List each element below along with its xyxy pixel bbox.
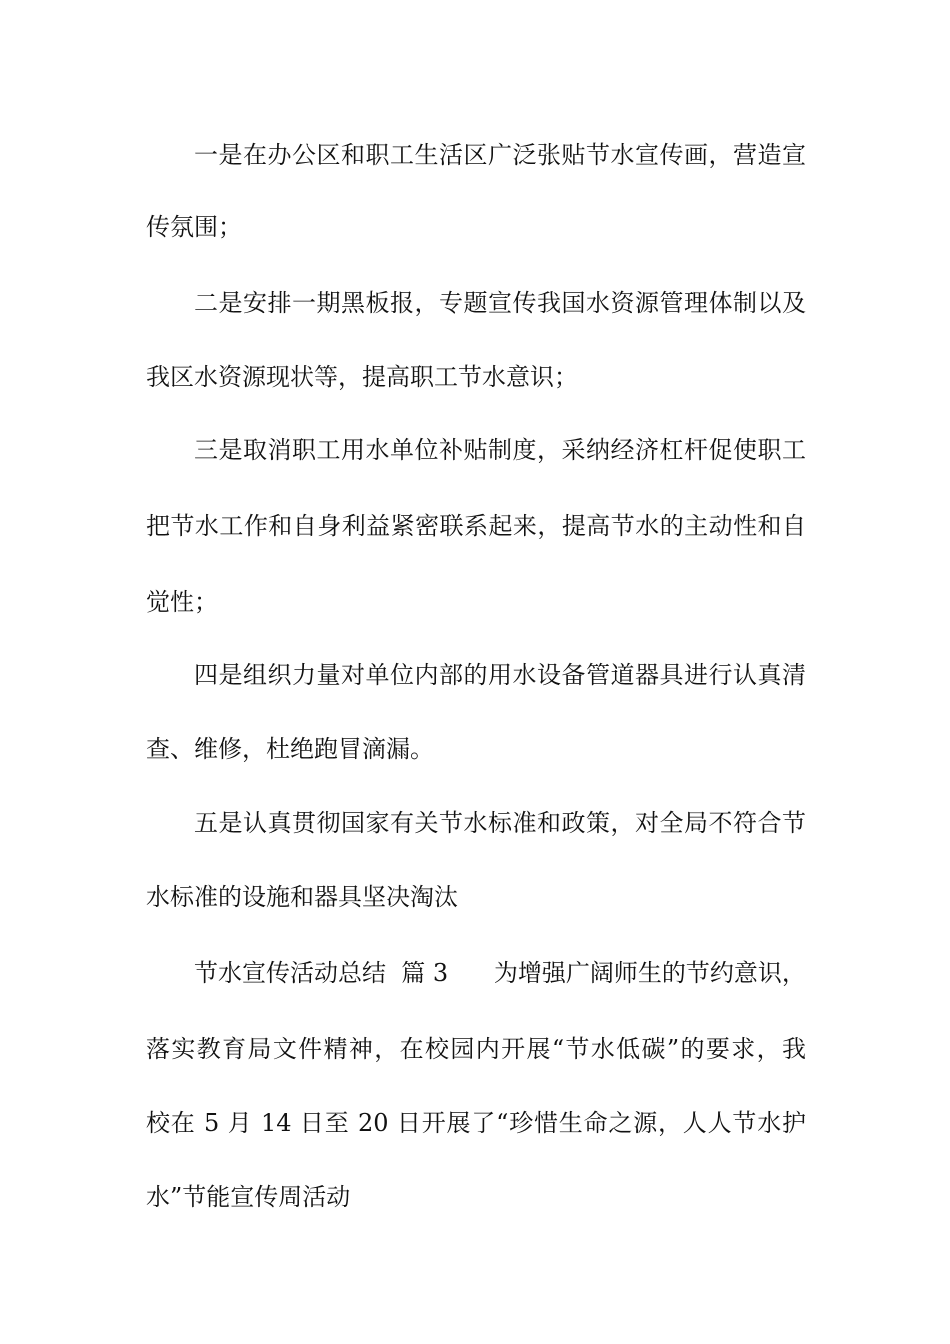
paragraph-5-line-2: 水标准的设施和器具坚决淘汰 xyxy=(146,883,458,911)
paragraph-6-line-2: 落实教育局文件精神，在校园内开展“节水低碳”的要求，我 xyxy=(146,1035,806,1063)
paragraph-2-line-1: 二是安排一期黑板报，专题宣传我国水资源管理体制以及 xyxy=(194,289,806,317)
paragraph-3-line-1: 三是取消职工用水单位补贴制度，采纳经济杠杆促使职工 xyxy=(194,436,806,464)
paragraph-6-line-3: 校在 5 月 14 日至 20 日开展了“珍惜生命之源，人人节水护 xyxy=(146,1109,806,1137)
paragraph-4-line-1: 四是组织力量对单位内部的用水设备管道器具进行认真清 xyxy=(194,661,806,689)
paragraph-4-line-2: 查、维修，杜绝跑冒滴漏。 xyxy=(146,735,434,763)
paragraph-1-line-1: 一是在办公区和职工生活区广泛张贴节水宣传画，营造宣 xyxy=(194,141,806,169)
paragraph-2-line-2: 我区水资源现状等，提高职工节水意识； xyxy=(146,363,578,391)
paragraph-5-line-1: 五是认真贯彻国家有关节水标准和政策，对全局不符合节 xyxy=(194,809,806,837)
paragraph-6-line-1: 节水宣传活动总结 篇 3 为增强广阔师生的节约意识， xyxy=(194,959,806,987)
paragraph-3-line-3: 觉性； xyxy=(146,588,218,616)
paragraph-1-line-2: 传氛围； xyxy=(146,213,242,241)
paragraph-3-line-2: 把节水工作和自身利益紧密联系起来，提高节水的主动性和自 xyxy=(146,512,806,540)
paragraph-6-line-4: 水”节能宣传周活动 xyxy=(146,1183,351,1211)
